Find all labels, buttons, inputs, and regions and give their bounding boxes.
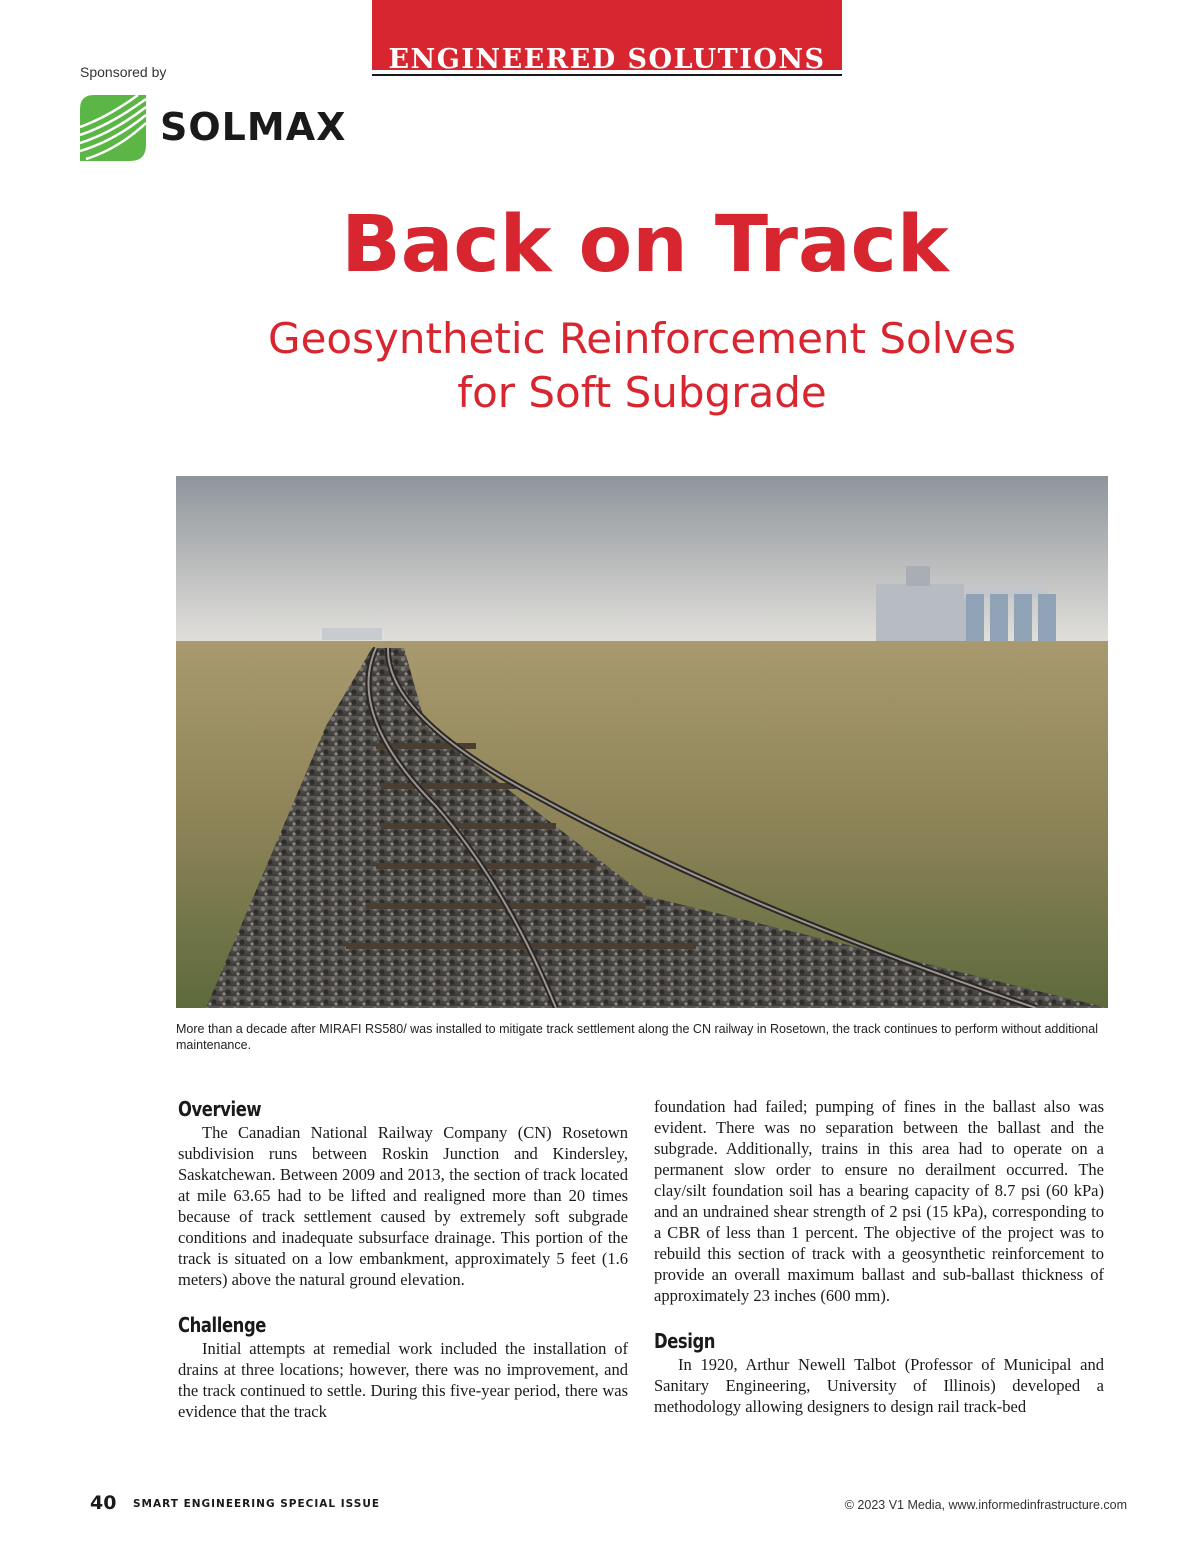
railway-track-photo xyxy=(176,476,1108,1008)
design-paragraph: In 1920, Arthur Newell Talbot (Professor of Municipal and Sanitary Engineering, University of Illinois) developed a methodology allowing designers to design rail track-bed xyxy=(654,1355,1104,1416)
subtitle-line-1: Geosynthetic Reinforcement Solves xyxy=(268,314,1016,363)
article-subtitle xyxy=(140,312,1144,420)
photo-caption: More than a decade after MIRAFI RS580/ was installed to mitigate track settlement along the CN railway in Rosetown, the track continues to perform without additional maintenance. xyxy=(176,1022,1098,1052)
challenge-paragraph-continued: foundation had failed; pumping of fines in the ballast also was evident. There was no separation between the ballast and the subgrade. Additionally, trains in this area had to operate on a permanent slow order to ensure no derailment occurred. The clay/silt foundation soil has a bearing capacity of 8.7 psi (60 kPa) and an undrained shear strength of 2 psi (15 kPa), corresponding to a CBR of less than 1 percent. The objective of the project was to rebuild this section of track with a geosynthetic reinforcement to provide an overall maximum ballast and sub-ballast thickness of approximately 23 inches (600 mm). xyxy=(654,1097,1104,1305)
left-column xyxy=(178,1096,628,1422)
section-banner-label: ENGINEERED SOLUTIONS xyxy=(388,46,826,70)
sponsored-by-label: Sponsored by xyxy=(80,64,167,80)
subtitle-line-2: for Soft Subgrade xyxy=(457,368,827,417)
sponsor-logo-text: SOLMAX xyxy=(160,105,347,149)
challenge-paragraph: Initial attempts at remedial work included the installation of drains at three locations; however, there was no improvement, and the track continued to settle. During this five-year period, there was evidence that the track xyxy=(178,1339,628,1421)
section-banner xyxy=(372,0,842,70)
sponsor-logo xyxy=(80,95,360,163)
design-heading: Design xyxy=(654,1329,716,1353)
right-column xyxy=(654,1096,1104,1417)
challenge-heading: Challenge xyxy=(178,1313,266,1337)
overview-paragraph: The Canadian National Railway Company (CN) Rosetown subdivision runs between Roskin Junction and Kindersley, Saskatchewan. Between 2009 and 2013, the section of track located at mile 63.65 had to be lifted and realigned more than 20 times because of track settlement caused by extremely soft subgrade conditions and inadequate subsurface drainage. This portion of the track is situated on a low embankment, approximately 5 feet (1.6 meters) above the natural ground elevation. xyxy=(178,1123,628,1289)
overview-heading: Overview xyxy=(178,1097,262,1121)
solmax-leaf-icon xyxy=(80,95,146,161)
article-title: Back on Track xyxy=(341,200,949,290)
banner-rule xyxy=(372,74,842,76)
copyright-notice: © 2023 V1 Media, www.informedinfrastructure.com xyxy=(844,1498,1127,1512)
page-number: 40 xyxy=(90,1492,117,1514)
publication-name: SMART ENGINEERING SPECIAL ISSUE xyxy=(133,1498,381,1510)
